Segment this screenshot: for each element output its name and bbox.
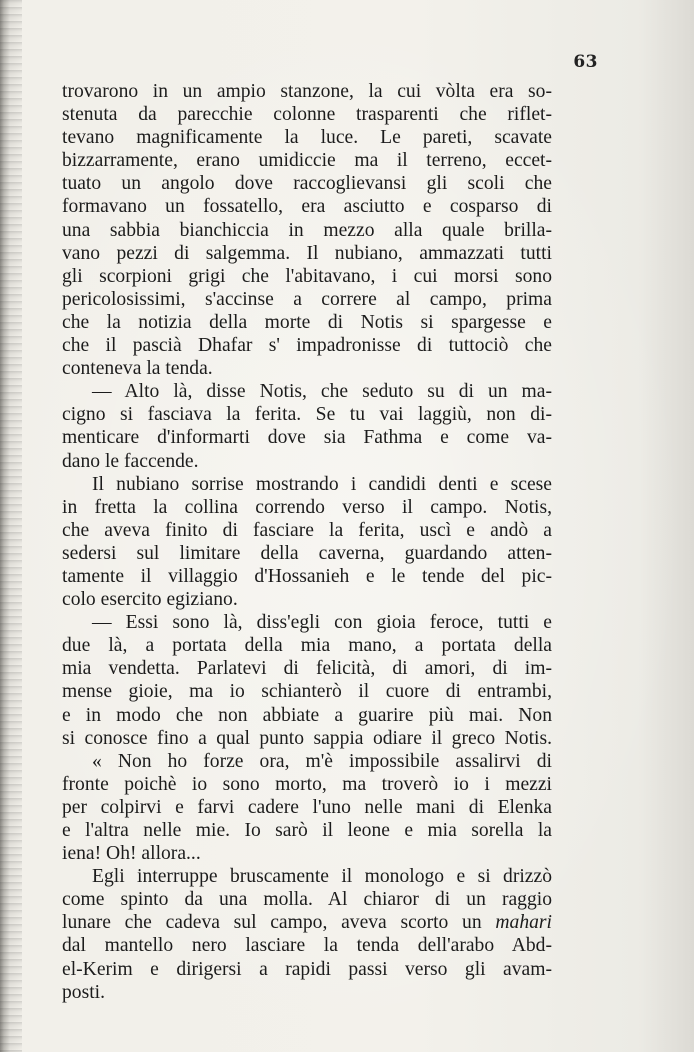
text-line: che aveva finito di fasciare la ferita, uscì e andò a bbox=[62, 519, 552, 541]
text-line: gli scorpioni grigi che l'abitavano, i cui morsi sono bbox=[62, 265, 552, 287]
text-line: trovarono in un ampio stanzone, la cui vòlta era so- bbox=[62, 81, 552, 102]
text-line: Il nubiano sorrise mostrando i candidi denti e scese bbox=[92, 473, 552, 495]
text-line: Egli interruppe bruscamente il monologo e si drizzò bbox=[92, 866, 552, 888]
text-line: iena! Oh! allora... bbox=[62, 843, 201, 865]
text-line: tevano magnificamente la luce. Le pareti, scavate bbox=[62, 127, 552, 149]
text-line: conteneva la tenda. bbox=[62, 358, 213, 380]
text-line: « Non ho forze ora, m'è impossibile assalirvi di bbox=[92, 750, 552, 772]
text-line: tamente il villaggio d'Hossanieh e le tende del pic- bbox=[62, 565, 552, 587]
text-line: tuato un angolo dove raccoglievansi gli scoli che bbox=[62, 173, 552, 195]
text-line: — Essi sono là, diss'egli con gioia feroce, tutti e bbox=[92, 612, 552, 634]
text-line: si conosce fino a qual punto sappia odiare il greco Notis. bbox=[62, 727, 552, 749]
text-line: formavano un fossatello, era asciutto e cosparso di bbox=[62, 196, 552, 218]
text-line: e in modo che non abbiate a guarire più mai. Non bbox=[62, 704, 552, 726]
text-line: una sabbia bianchiccia in mezzo alla quale brilla- bbox=[62, 219, 552, 241]
text-line: lunare che cadeva sul campo, aveva scorto un mahari bbox=[62, 912, 552, 934]
text-line: dano le faccende. bbox=[62, 450, 199, 472]
text-line: pericolosissimi, s'accinse a correre al campo, prima bbox=[62, 288, 552, 310]
text-line: mia vendetta. Parlatevi di felicità, di amori, di im- bbox=[62, 658, 552, 680]
text-line: come spinto da una molla. Al chiaror di un raggio bbox=[62, 889, 552, 911]
text-line: — Alto là, disse Notis, che seduto su di un ma- bbox=[92, 381, 552, 403]
text-line: e l'altra nelle mie. Io sarò il leone e mia sorella la bbox=[62, 820, 552, 841]
text-line: stenuta da parecchie colonne trasparenti che riflet- bbox=[62, 104, 552, 126]
text-line: colo esercito egiziano. bbox=[62, 589, 238, 611]
text-line: per colpirvi e farvi cadere l'uno nelle mani di Elenka bbox=[62, 796, 552, 818]
text-line: vano pezzi di salgemma. Il nubiano, ammazzati tutti bbox=[62, 242, 552, 264]
text-line: posti. bbox=[62, 981, 106, 1003]
text-line: mense gioie, ma io schianterò il cuore di entrambi, bbox=[62, 681, 552, 703]
text-line: menticare d'informarti dove sia Fathma e come va- bbox=[62, 427, 552, 449]
text-line: bizzarramente, erano umidiccie ma il terreno, eccet- bbox=[62, 150, 552, 172]
text-line: el-Kerim e dirigersi a rapidi passi verso gli avam- bbox=[62, 958, 552, 980]
page-number: 63 bbox=[573, 52, 598, 72]
text-line: cigno si fasciava la ferita. Se tu vai laggiù, non di- bbox=[62, 404, 552, 426]
text-line: che la notizia della morte di Notis si spargesse e bbox=[62, 311, 552, 333]
text-line: che il pascià Dhafar s' impadronisse di tuttociò che bbox=[62, 335, 552, 357]
text-line: fronte poichè io sono morto, ma troverò io i mezzi bbox=[62, 773, 552, 795]
text-line: dal mantello nero lasciare la tenda dell'arabo Abd- bbox=[62, 935, 552, 957]
text-line: in fretta la collina correndo verso il campo. Notis, bbox=[62, 496, 552, 518]
page-spine-shadow bbox=[0, 0, 22, 1052]
text-line: sedersi sul limitare della caverna, guardando atten- bbox=[62, 542, 552, 564]
text-line: due là, a portata della mia mano, a portata della bbox=[62, 635, 552, 657]
body-text bbox=[62, 80, 552, 1004]
